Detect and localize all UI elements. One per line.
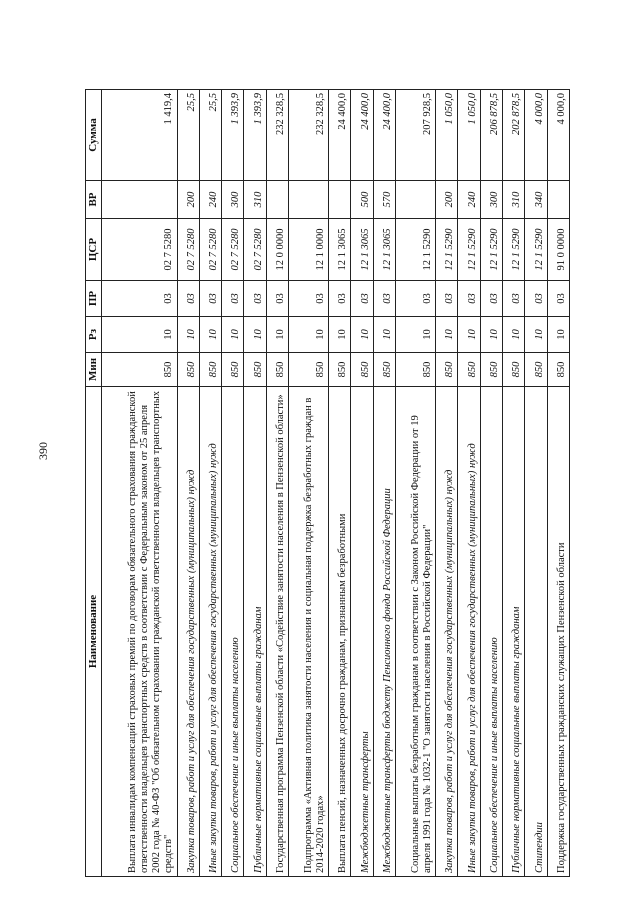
table-row [351, 90, 373, 877]
cell-sum: 1 419,4 [101, 90, 177, 181]
cell-name: Поддержка государственных гражданских служащих Пензенской области [547, 387, 569, 877]
cell-min: 850 [101, 353, 177, 387]
cell-sum: 207 928,5 [396, 90, 436, 181]
cell-sum: 232 328,5 [266, 90, 288, 181]
header-sum: Сумма [86, 90, 102, 181]
cell-name: Выплата пенсий, назначенных досрочно гражданам, признанным безработными [329, 387, 351, 877]
cell-min: 850 [351, 353, 373, 387]
cell-vr: 500 [351, 181, 373, 219]
header-pr: ПР [86, 281, 102, 317]
cell-vr: 300 [222, 181, 244, 219]
cell-min: 850 [288, 353, 328, 387]
cell-min: 850 [266, 353, 288, 387]
cell-vr: 200 [177, 181, 199, 219]
cell-name: Социальное обеспечение и иные выплаты населению [480, 387, 502, 877]
cell-pr: 03 [244, 281, 266, 317]
cell-csr: 12 1 5290 [396, 219, 436, 281]
cell-pr: 03 [288, 281, 328, 317]
cell-name: Социальные выплаты безработным гражданам в соответствии с Законом Российской Федерации от 19 апреля 1991 года № 1032-1 "О занятости населения в Российской Федерации" [396, 387, 436, 877]
cell-vr [547, 181, 569, 219]
cell-rz: 10 [351, 317, 373, 353]
cell-rz: 10 [480, 317, 502, 353]
cell-rz: 10 [199, 317, 221, 353]
cell-rz: 10 [436, 317, 458, 353]
cell-vr: 310 [244, 181, 266, 219]
cell-csr: 91 0 0000 [547, 219, 569, 281]
cell-csr: 02 7 5280 [177, 219, 199, 281]
cell-min: 850 [458, 353, 480, 387]
cell-vr: 570 [373, 181, 395, 219]
cell-sum: 1 393,9 [244, 90, 266, 181]
table-row [396, 90, 436, 877]
cell-name: Межбюджетные трансферты [351, 387, 373, 877]
rotated-table-container [85, 90, 570, 877]
cell-min: 850 [525, 353, 547, 387]
cell-vr [396, 181, 436, 219]
cell-min: 850 [199, 353, 221, 387]
cell-rz: 10 [525, 317, 547, 353]
cell-sum: 1 050,0 [458, 90, 480, 181]
cell-rz: 10 [373, 317, 395, 353]
cell-pr: 03 [480, 281, 502, 317]
table-body [101, 90, 569, 877]
cell-sum: 24 400,0 [329, 90, 351, 181]
cell-csr: 12 1 3065 [373, 219, 395, 281]
cell-vr: 200 [436, 181, 458, 219]
cell-name: Выплата инвалидам компенсаций страховых премий по договорам обязательного страхования гражданской ответственности владельцев транспортных средств в соответствии с Федеральным законом от 25 апреля 2002 года № 40-ФЗ "Об обязательном страховании гражданской ответственности владельцев транспортных средств" [101, 387, 177, 877]
cell-rz: 10 [288, 317, 328, 353]
table-row [266, 90, 288, 877]
cell-sum: 1 050,0 [436, 90, 458, 181]
cell-vr [101, 181, 177, 219]
cell-csr: 12 1 3065 [329, 219, 351, 281]
cell-pr: 03 [396, 281, 436, 317]
header-min: Мин [86, 353, 102, 387]
header-vr: ВР [86, 181, 102, 219]
cell-min: 850 [373, 353, 395, 387]
table-row [547, 90, 569, 877]
cell-min: 850 [480, 353, 502, 387]
cell-name: Закупка товаров, работ и услуг для обеспечения государственных (муниципальных) нужд [436, 387, 458, 877]
budget-table [85, 89, 570, 877]
cell-sum: 25,5 [177, 90, 199, 181]
table-row [288, 90, 328, 877]
cell-csr: 12 1 5290 [436, 219, 458, 281]
cell-name: Межбюджетные трансферты бюджету Пенсионного фонда Российской Федерации [373, 387, 395, 877]
cell-pr: 03 [177, 281, 199, 317]
cell-rz: 10 [222, 317, 244, 353]
cell-name: Публичные нормативные социальные выплаты гражданам [503, 387, 525, 877]
cell-csr: 12 1 0000 [288, 219, 328, 281]
header-name: Наименование [86, 387, 102, 877]
cell-name: Закупка товаров, работ и услуг для обеспечения государственных (муниципальных) нужд [177, 387, 199, 877]
cell-vr: 240 [458, 181, 480, 219]
cell-name: Стипендии [525, 387, 547, 877]
cell-min: 850 [547, 353, 569, 387]
cell-pr: 03 [329, 281, 351, 317]
cell-pr: 03 [436, 281, 458, 317]
cell-rz: 10 [329, 317, 351, 353]
cell-vr: 340 [525, 181, 547, 219]
cell-name: Социальное обеспечение и иные выплаты населению [222, 387, 244, 877]
header-csr: ЦСР [86, 219, 102, 281]
cell-name: Публичные нормативные социальные выплаты гражданам [244, 387, 266, 877]
table-row [199, 90, 221, 877]
table-row [480, 90, 502, 877]
table-row [458, 90, 480, 877]
table-row [177, 90, 199, 877]
cell-pr: 03 [222, 281, 244, 317]
cell-vr: 310 [503, 181, 525, 219]
cell-min: 850 [329, 353, 351, 387]
cell-csr: 12 0 0000 [266, 219, 288, 281]
cell-csr: 02 7 5280 [244, 219, 266, 281]
cell-pr: 03 [458, 281, 480, 317]
table-row [525, 90, 547, 877]
cell-csr: 12 1 5290 [480, 219, 502, 281]
table-row [373, 90, 395, 877]
cell-sum: 202 878,5 [503, 90, 525, 181]
cell-pr: 03 [547, 281, 569, 317]
cell-min: 850 [244, 353, 266, 387]
table-row [436, 90, 458, 877]
table-row [101, 90, 177, 877]
cell-sum: 232 328,5 [288, 90, 328, 181]
cell-min: 850 [177, 353, 199, 387]
cell-min: 850 [436, 353, 458, 387]
cell-csr: 12 1 5290 [458, 219, 480, 281]
cell-min: 850 [396, 353, 436, 387]
cell-csr: 02 7 5280 [222, 219, 244, 281]
cell-vr [329, 181, 351, 219]
cell-sum: 25,5 [199, 90, 221, 181]
cell-rz: 10 [396, 317, 436, 353]
table-row [222, 90, 244, 877]
cell-vr: 240 [199, 181, 221, 219]
cell-vr: 300 [480, 181, 502, 219]
cell-csr: 02 7 5280 [101, 219, 177, 281]
header-rz: Рз [86, 317, 102, 353]
cell-rz: 10 [266, 317, 288, 353]
cell-vr [288, 181, 328, 219]
cell-pr: 03 [373, 281, 395, 317]
cell-name: Иные закупки товаров, работ и услуг для обеспечения государственных (муниципальных) нужд [458, 387, 480, 877]
cell-csr: 02 7 5280 [199, 219, 221, 281]
cell-min: 850 [222, 353, 244, 387]
cell-rz: 10 [547, 317, 569, 353]
cell-pr: 03 [199, 281, 221, 317]
cell-pr: 03 [351, 281, 373, 317]
cell-rz: 10 [177, 317, 199, 353]
cell-name: Подпрограмма «Активная политика занятости населения и социальная поддержка безработных граждан в 2014-2020 годах» [288, 387, 328, 877]
cell-sum: 4 000,0 [547, 90, 569, 181]
cell-pr: 03 [266, 281, 288, 317]
cell-csr: 12 1 5290 [525, 219, 547, 281]
cell-csr: 12 1 3065 [351, 219, 373, 281]
cell-rz: 10 [503, 317, 525, 353]
table-row [503, 90, 525, 877]
cell-vr [266, 181, 288, 219]
cell-name: Государственная программа Пензенской области «Содействие занятости населения в Пензенской области» [266, 387, 288, 877]
cell-rz: 10 [458, 317, 480, 353]
cell-csr: 12 1 5290 [503, 219, 525, 281]
cell-name: Иные закупки товаров, работ и услуг для обеспечения государственных (муниципальных) нужд [199, 387, 221, 877]
cell-sum: 24 400,0 [373, 90, 395, 181]
cell-rz: 10 [244, 317, 266, 353]
cell-sum: 4 000,0 [525, 90, 547, 181]
table-header-row [86, 90, 102, 877]
table-row [244, 90, 266, 877]
cell-sum: 206 878,5 [480, 90, 502, 181]
cell-pr: 03 [101, 281, 177, 317]
cell-sum: 1 393,9 [222, 90, 244, 181]
cell-sum: 24 400,0 [351, 90, 373, 181]
cell-rz: 10 [101, 317, 177, 353]
cell-pr: 03 [525, 281, 547, 317]
cell-pr: 03 [503, 281, 525, 317]
table-row [329, 90, 351, 877]
page-number: 390 [36, 442, 50, 460]
cell-min: 850 [503, 353, 525, 387]
